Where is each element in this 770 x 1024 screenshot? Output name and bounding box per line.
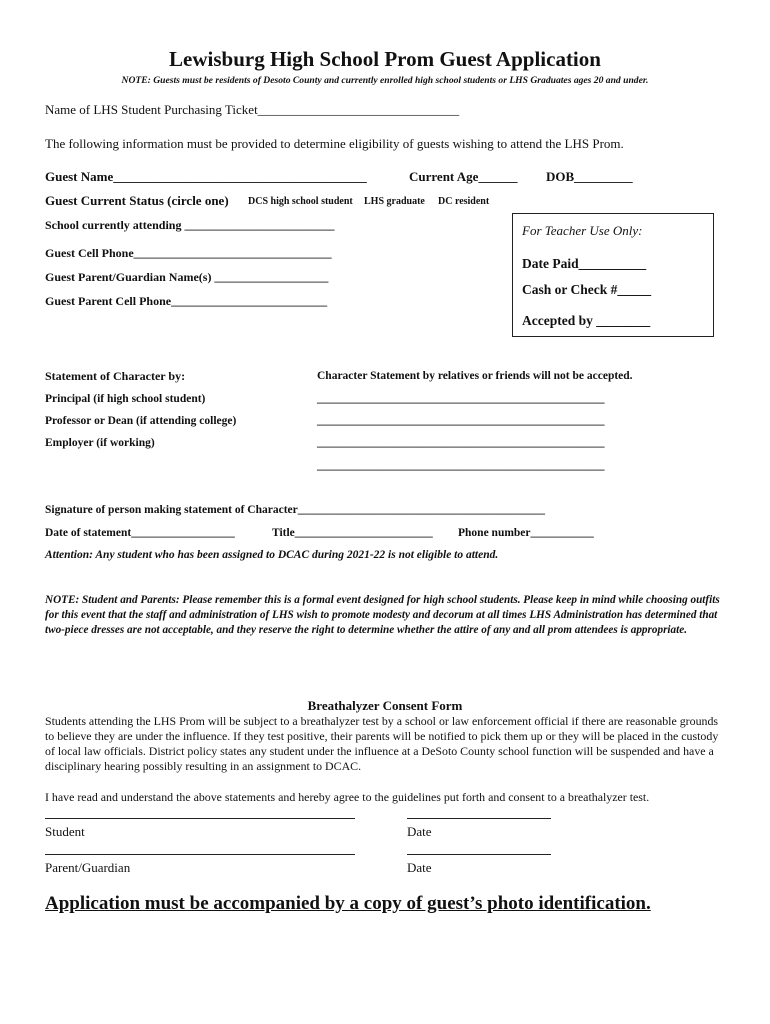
dress-code-note: NOTE: Student and Parents: Please remember this is a formal event designed for high school students. Please keep in mind while choosing outfits for this event that the staff and administration of LHS wish to promote modesty and decorum at all times LHS Administration has determined that two-piece dresses are not acceptable, and they reserve the right to determine whether the attire of any and all prom attendees is appropriate. (45, 594, 720, 636)
parent-cell-field[interactable]: Guest Parent Cell Phone__________________________ (45, 294, 328, 308)
purchaser-field[interactable]: Name of LHS Student Purchasing Ticket_______________________________ (45, 102, 460, 117)
parent-label: Parent/Guardian (45, 860, 131, 875)
character-note: Character Statement by relatives or friends will not be accepted. (317, 370, 633, 382)
status-option-resident[interactable]: DC resident (438, 196, 490, 207)
phone-number-field[interactable]: Phone number___________ (458, 527, 594, 539)
date-of-statement-field[interactable]: Date of statement__________________ (45, 527, 235, 539)
parent-name-field[interactable]: Guest Parent/Guardian Name(s) ___________________ (45, 270, 329, 284)
page-title: Lewisburg High School Prom Guest Application (169, 47, 601, 71)
accepted-by-field[interactable]: Accepted by ________ (522, 313, 651, 328)
teacher-box-heading: For Teacher Use Only: (522, 223, 643, 238)
signature-field[interactable]: Signature of person making statement of Character___________________________________________ (45, 504, 546, 516)
breathalyzer-heading: Breathalyzer Consent Form (307, 698, 463, 713)
status-label: Guest Current Status (circle one) (45, 193, 229, 208)
parent-signature-line[interactable] (45, 854, 355, 855)
character-line[interactable]: __________________________________________________ (317, 393, 605, 405)
parent-date-label: Date (407, 860, 432, 875)
character-line[interactable]: __________________________________________________ (317, 415, 605, 427)
cell-phone-field[interactable]: Guest Cell Phone_________________________________ (45, 246, 332, 260)
school-field[interactable]: School currently attending _________________________ (45, 218, 335, 232)
student-signature-line[interactable] (45, 818, 355, 819)
parent-date-line[interactable] (407, 854, 551, 855)
attention-note: Attention: Any student who has been assigned to DCAC during 2021-22 is not eligible to attend. (45, 549, 499, 561)
source-principal: Principal (if high school student) (45, 393, 206, 405)
photo-id-requirement: Application must be accompanied by a copy of guest’s photo identification. (45, 893, 651, 914)
current-age-field[interactable]: Current Age______ (409, 169, 518, 184)
consent-statement: I have read and understand the above statements and hereby agree to the guidelines put forth and consent to a breathalyzer test. (45, 790, 650, 804)
date-paid-field[interactable]: Date Paid__________ (522, 256, 647, 271)
character-heading: Statement of Character by: (45, 369, 186, 383)
eligibility-text: The following information must be provided to determine eligibility of guests wishing to attend the LHS Prom. (45, 136, 624, 151)
breathalyzer-body: Students attending the LHS Prom will be subject to a breathalyzer test by a school or law enforcement official if there are reasonable grounds to believe they are under the influence. If they test positive, their parents will be notified to pick them up or they will be placed in the custody of local law officials. District policy states any student under the influence at a DeSoto County school function will be suspended and have a disciplinary hearing possibly resulting in an assignment to DCAC. (45, 714, 719, 773)
character-line[interactable]: __________________________________________________ (317, 437, 605, 449)
teacher-use-box (512, 213, 714, 337)
status-option-dcs[interactable]: DCS high school student (248, 196, 353, 207)
character-line[interactable]: __________________________________________________ (317, 460, 605, 472)
student-label: Student (45, 824, 85, 839)
source-professor: Professor or Dean (if attending college) (45, 415, 237, 427)
status-option-graduate[interactable]: LHS graduate (364, 196, 425, 207)
residency-note: NOTE: Guests must be residents of Desoto County and currently enrolled high school students or LHS Graduates ages 20 and under. (121, 75, 649, 86)
cash-check-field[interactable]: Cash or Check #_____ (522, 282, 652, 297)
student-date-line[interactable] (407, 818, 551, 819)
title-field[interactable]: Title________________________ (272, 527, 433, 539)
source-employer: Employer (if working) (45, 437, 155, 449)
dob-field[interactable]: DOB_________ (546, 169, 633, 184)
student-date-label: Date (407, 824, 432, 839)
guest-name-field[interactable]: Guest Name_______________________________________ (45, 169, 367, 184)
